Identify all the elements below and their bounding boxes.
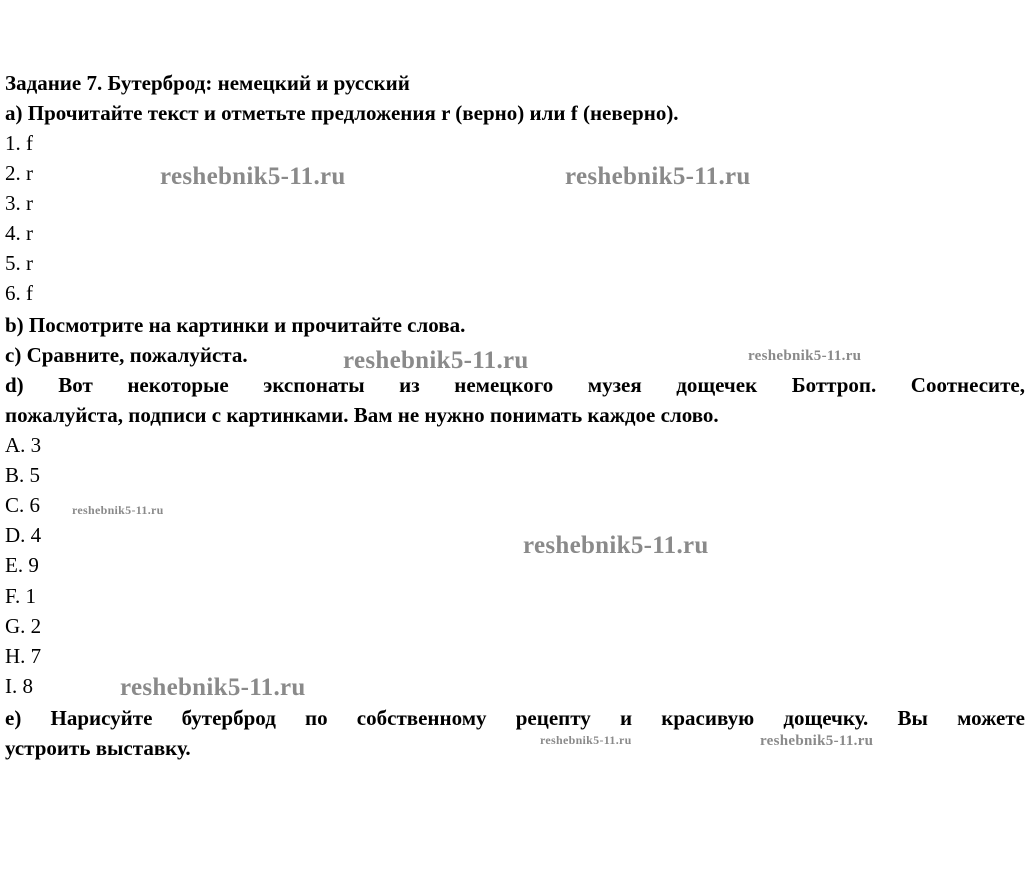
task-e-heading-line-1: e) Нарисуйте бутерброд по собственному рецепту и красивую дощечку. Вы можете	[5, 706, 1025, 730]
task-a-answer-6: 6. f	[5, 281, 33, 305]
task-d-answer-f: F. 1	[5, 584, 36, 608]
task-a-heading: a) Прочитайте текст и отметьте предложения r (верно) или f (неверно).	[5, 101, 679, 125]
task-a-answer-2: 2. r	[5, 161, 33, 185]
task-d-answer-g: G. 2	[5, 614, 42, 638]
watermark: reshebnik5-11.ru	[748, 348, 862, 364]
watermark: reshebnik5-11.ru	[72, 503, 164, 517]
task-a-answer-1: 1. f	[5, 131, 33, 155]
task-d-answer-h: H. 7	[5, 644, 42, 668]
watermark: reshebnik5-11.ru	[120, 674, 306, 701]
watermark: reshebnik5-11.ru	[343, 347, 529, 374]
task-a-answer-3: 3. r	[5, 191, 33, 215]
task-d-answer-c: C. 6	[5, 493, 41, 517]
watermark: reshebnik5-11.ru	[540, 733, 632, 747]
watermark: reshebnik5-11.ru	[760, 733, 874, 749]
task-d-heading-line-2: пожалуйста, подписи с картинками. Вам не нужно понимать каждое слово.	[5, 403, 719, 427]
task-d-answer-d: D. 4	[5, 523, 42, 547]
task-d-answer-e: E. 9	[5, 553, 39, 577]
task-d-answer-a: A. 3	[5, 433, 42, 457]
task-d-answer-b: B. 5	[5, 463, 41, 487]
task-e-heading-line-2: устроить выставку.	[5, 736, 191, 760]
task-c-heading: c) Сравните, пожалуйста.	[5, 343, 248, 367]
watermark: reshebnik5-11.ru	[565, 163, 751, 190]
watermark: reshebnik5-11.ru	[160, 163, 346, 190]
task-d-answer-i: I. 8	[5, 674, 33, 698]
watermark: reshebnik5-11.ru	[523, 532, 709, 559]
page-title: Задание 7. Бутерброд: немецкий и русский	[5, 71, 410, 95]
task-d-heading-line-1: d) Вот некоторые экспонаты из немецкого музея дощечек Боттроп. Соотнесите,	[5, 373, 1025, 397]
task-a-answer-4: 4. r	[5, 221, 33, 245]
task-b-heading: b) Посмотрите на картинки и прочитайте слова.	[5, 313, 466, 337]
task-a-answer-5: 5. r	[5, 251, 33, 275]
